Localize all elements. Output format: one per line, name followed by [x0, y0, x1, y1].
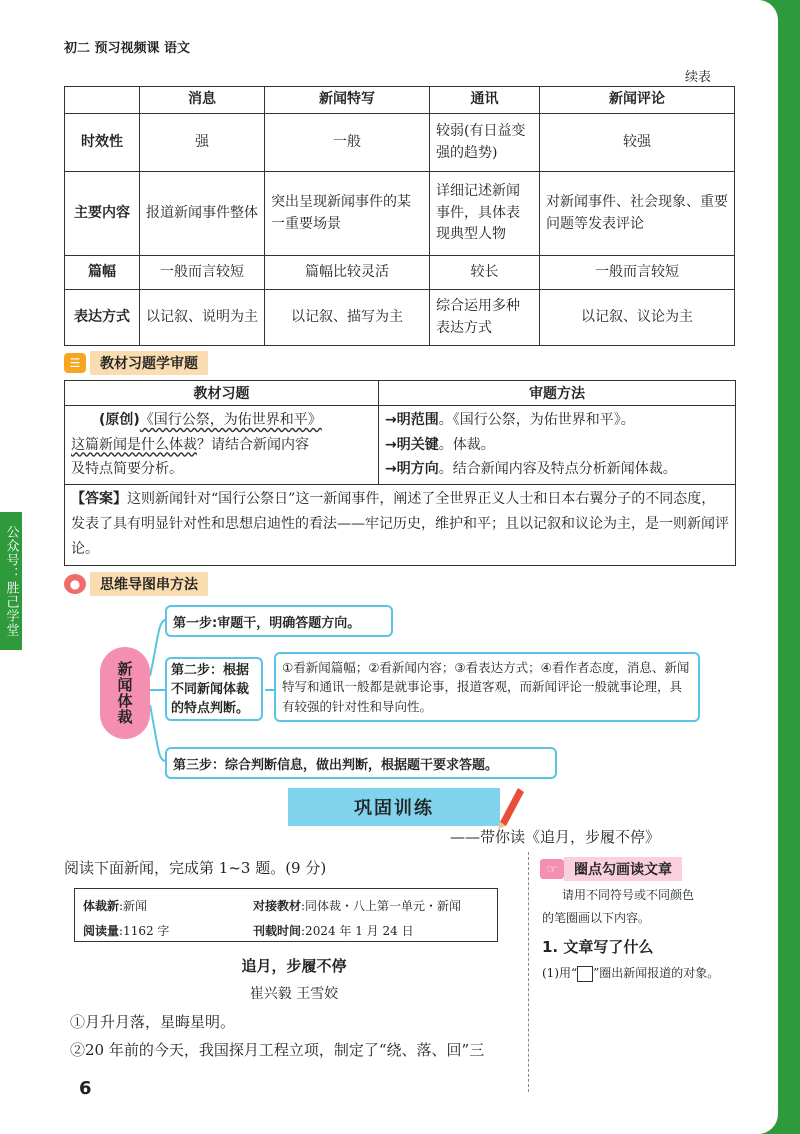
method-key: →明方向: [385, 461, 439, 477]
mindmap-step2: 第二步：根据不同新闻体裁的特点判断。: [165, 657, 263, 721]
info-key: 体裁新: [83, 899, 120, 913]
table-cell: 以记叙、描写为主: [265, 290, 430, 346]
article-paragraph: ①月升月落，星晦星明。: [70, 1013, 236, 1031]
sidebar-text: 的笔圈画以下内容。: [542, 911, 651, 925]
page-header: 初二 预习视频课 语文: [64, 41, 191, 56]
table-cell: 以记叙、议论为主: [540, 290, 735, 346]
pencil-icon: [490, 782, 526, 830]
info-key: 阅读量: [83, 924, 120, 938]
subquestion-text: ”圈出新闻报道的对象。: [593, 966, 720, 980]
table-cell: 详细记述新闻事件，具体表现典型人物: [430, 172, 540, 256]
method-value: 。体裁。: [438, 436, 495, 453]
sidebar-text: 请用不同符号或不同颜色: [562, 888, 695, 902]
person-icon: ●: [64, 574, 86, 594]
question-text: ？请结合新闻内容: [197, 436, 309, 453]
question-title: 《国行公祭，为佑世界和平》: [139, 412, 322, 428]
row-label: 时效性: [65, 114, 140, 172]
article-paragraph: ②20 年前的今天，我国探月工程立项，制定了“绕、落、回”三: [70, 1041, 485, 1059]
section-title: 思维导图串方法: [90, 572, 208, 596]
table-header: 新闻特写: [265, 87, 430, 114]
section-title: 教材习题学审题: [90, 351, 208, 375]
practice-title: 巩固训练: [288, 788, 500, 826]
mindmap-root: 新闻体裁: [100, 647, 150, 739]
table-header: 新闻评论: [540, 87, 735, 114]
info-key: 对接教材: [253, 899, 302, 913]
subquestion-text: (1)用“: [542, 966, 578, 980]
table-cell: 一般: [265, 114, 430, 172]
table-cell: 综合运用多种表达方式: [430, 290, 540, 346]
page-number: 6: [79, 1078, 92, 1099]
mindmap-step2-detail: ①看新闻篇幅；②看新闻内容；③看表达方式；④看作者态度，消息、新闻特写和通讯一般都是就事论事，报道客观，而新闻评论一般就事论理，具有较强的针对性和导向性。: [274, 652, 700, 722]
table-cell: 报道新闻事件整体: [140, 172, 265, 256]
info-value: :同体裁・八上第一单元・新闻: [301, 899, 462, 913]
answer-label: 【答案】: [71, 490, 127, 507]
answer-text: 这则新闻针对“国行公祭日”这一新闻事件，阐述了全世界正义人士和日本右翼分子的不同态度，发表了具有明显针对性和思想启迪性的看法——牢记历史，维护和平；且以记叙和议论为主，是一则新闻评论。: [71, 490, 729, 558]
table-cell: 较弱(有日益变强的趋势): [430, 114, 540, 172]
column-divider: [528, 852, 529, 1092]
method-key: →明范围: [385, 412, 439, 428]
row-label: 主要内容: [65, 172, 140, 256]
sidebar-header: [540, 857, 682, 881]
square-mark-icon: [577, 966, 593, 982]
practice-subtitle: ——带你读《追月，步履不停》: [450, 828, 661, 846]
table-cell: 以记叙、说明为主: [140, 290, 265, 346]
question-tag: (原创): [99, 412, 140, 428]
info-value: :新闻: [119, 899, 148, 913]
question-text: 及特点简要分析。: [71, 461, 183, 477]
table-cell: 突出呈现新闻事件的某一重要场景: [265, 172, 430, 256]
table-cell: 对新闻事件、社会现象、重要问题等发表评论: [540, 172, 735, 256]
sidebar-question: 1. 文章写了什么: [542, 938, 654, 956]
pointing-hand-icon: ☞: [540, 859, 564, 879]
method-key: →明关键: [385, 436, 439, 453]
method-col-header: 审题方法: [529, 386, 585, 402]
info-value: :2024 年 1 月 24 日: [301, 924, 414, 938]
row-label: 篇幅: [65, 256, 140, 290]
table-header: 消息: [140, 87, 265, 114]
article-info-box: [74, 888, 498, 942]
side-tab: 公众号：胜己学堂: [0, 512, 22, 650]
table-cell: 强: [140, 114, 265, 172]
exercise-col-header: 教材习题: [65, 381, 379, 405]
table-cell: 篇幅比较灵活: [265, 256, 430, 290]
sidebar-subquestion: [542, 964, 719, 982]
table-cell: 一般而言较短: [140, 256, 265, 290]
practice-intro: 阅读下面新闻，完成第 1~3 题。(9 分): [64, 859, 327, 877]
table-cell: 较长: [430, 256, 540, 290]
row-label: 表达方式: [65, 290, 140, 346]
article-title: 追月，步履不停: [241, 957, 347, 975]
table-cell: 较强: [540, 114, 735, 172]
notepad-icon: ☰: [64, 353, 86, 373]
info-key: 刊载时间: [253, 924, 302, 938]
mindmap-step3: 第三步：综合判断信息，做出判断，根据题干要求答题。: [165, 747, 557, 779]
article-authors: 崔兴毅 王雪姣: [249, 986, 339, 1002]
continued-label: 续表: [685, 70, 712, 85]
method-value: 。《国行公祭，为佑世界和平》。: [438, 412, 635, 428]
info-value: :1162 字: [119, 924, 170, 938]
question-focus: 这篇新闻是什么体裁: [71, 436, 197, 453]
table-header: 通讯: [430, 87, 540, 114]
mindmap-step1: 第一步:审题干，明确答题方向。: [165, 605, 393, 637]
sidebar-title: 圈点勾画读文章: [564, 857, 682, 881]
table-cell: 一般而言较短: [540, 256, 735, 290]
method-value: 。结合新闻内容及特点分析新闻体裁。: [438, 461, 677, 477]
